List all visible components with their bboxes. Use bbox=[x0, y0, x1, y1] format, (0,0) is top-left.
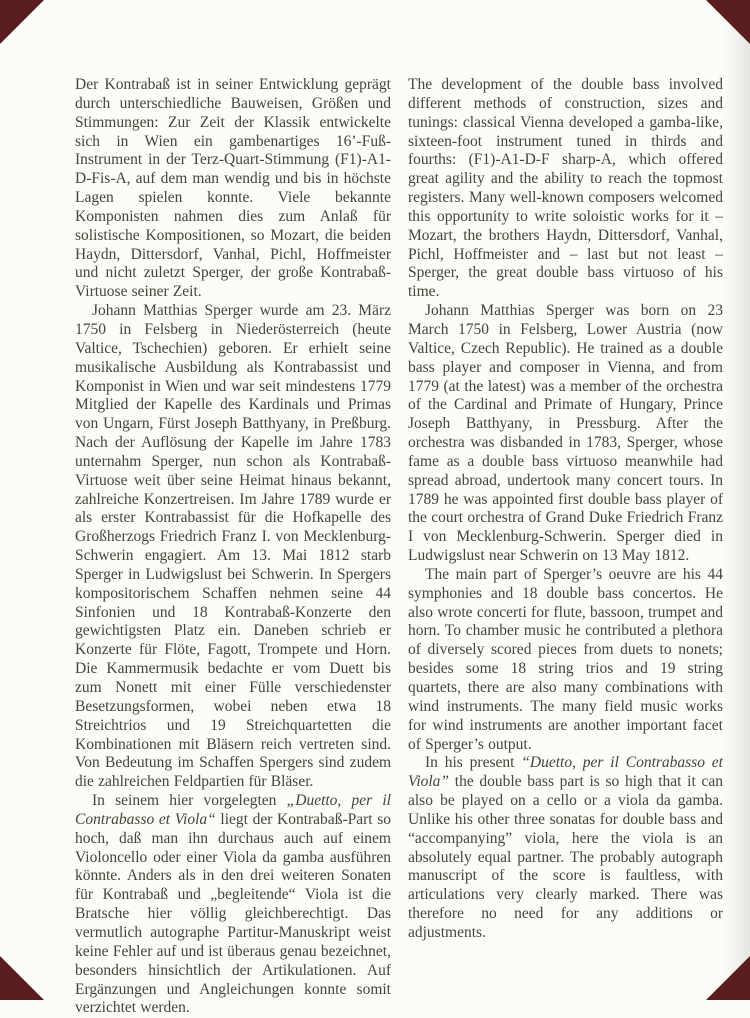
paragraph bbox=[408, 566, 723, 754]
english-text-column bbox=[408, 76, 723, 943]
german-text-column bbox=[75, 76, 391, 1018]
text-run: In his present bbox=[425, 754, 522, 772]
corner-cutout-top-right bbox=[706, 0, 750, 44]
paragraph bbox=[408, 302, 723, 566]
text-run: The main part of Sperger’s oeuvre are his 44 symphonies and 18 double bass concertos. He also wrote concerti for flute, bassoon, trumpet and horn. To chamber music he contributed a plethora of diversely scored pieces from duets to nonets; besides some 18 string trios and 19 string quartets, there are also many combinations with wind instruments. The many field music works for wind instruments are another important facet of Sperger’s output. bbox=[408, 565, 723, 753]
text-run: The development of the double bass involved different methods of construction, sizes and tunings: classical Vienna developed a gamba-like, sixteen-foot instrument tuned in thirds and fourths: (F1)-A1-D-F sharp-A, which offered great agility and the ability to reach the topmost registers. Many well-known composers welcomed this opportunity to write soloistic works for it – Mozart, the brothers Haydn, Dittersdorf, Vanhal, Pichl, Hoffmeister and – last but not least – Sperger, the great double bass virtuoso of his time. bbox=[408, 76, 723, 301]
text-run: Johann Matthias Sperger was born on 23 March 1750 in Felsberg, Lower Austria (now Valtice, Czech Republic). He trained as a double bass player and composer in Vienna, and from 1779 (at the latest) was a member of the orchestra of the Cardinal and Primate of Hungary, Prince Joseph Batthyany, in Pressburg. After the orchestra was disbanded in 1783, Sperger, whose fame as a double bass virtuoso meanwhile had spread abroad, undertook many concert tours. In 1789 he was appointed first double bass player of the court orchestra of Grand Duke Friedrich Franz I von Mecklenburg-Schwerin. Sperger died in Ludwigslust near Schwerin on 13 May 1812. bbox=[408, 302, 723, 565]
corner-cutout-top-left bbox=[0, 0, 44, 44]
corner-cutout-bottom-left bbox=[0, 956, 44, 1000]
paragraph bbox=[75, 792, 391, 1018]
work-title-italic: „Duetto, per il Contrabasso et Viola“ bbox=[75, 792, 391, 828]
paragraph bbox=[75, 302, 391, 792]
text-run: In seinem hier vorgelegten bbox=[92, 792, 287, 810]
paragraph bbox=[408, 76, 723, 302]
text-run: the double bass part is so high that it can also be played on a cello or a viola da gamba. Unlike his other three sonatas for double bass and “accompanying” viola, here the viola is an absolutely equal partner. The probably autograph manuscript of the score is faultless, with articulations very clearly marked. There was therefore no need for any additions or adjustments. bbox=[408, 773, 723, 941]
paragraph bbox=[408, 754, 723, 942]
text-run: Johann Matthias Sperger wurde am 23. März 1750 in Felsberg in Niederösterreich (heute Valtice, Tschechien) geboren. Er erhielt seine musikalische Ausbildung als Kontrabassist und Komponist in Wien und war seit mindestens 1779 Mitglied der Kapelle des Kardinals und Primas von Ungarn, Fürst Joseph Batthyany, in Preßburg. Nach der Auflösung der Kapelle im Jahre 1783 unternahm Sperger, nun schon als Kontrabaß-Virtuose weit über seine Heimat hinaus bekannt, zahlreiche Konzertreisen. Im Jahre 1789 wurde er als erster Kontrabassist für die Hofkapelle des Großherzogs Friedrich Franz I. von Mecklenburg-Schwerin engagiert. Am 13. Mai 1812 starb Sperger in Ludwigslust bei Schwerin. In Spergers kompositorischem Schaffen nehmen seine 44 Sinfonien und 18 Kontrabaß-Konzerte den gewichtigsten Platz ein. Daneben schrieb er Konzerte für Flöte, Fagott, Trompete und Horn. Die Kammermusik bedachte er vom Duett bis zum Nonett mit einer Fülle verschiedenster Besetzungsformen, wobei neben etwa 18 Streichtrios und 19 Streichquartetten die Kombinationen mit Bläsern reich vertreten sind. Von Bedeutung im Schaffen Spergers sind zudem die zahlreichen Feldpartien für Bläser. bbox=[75, 302, 391, 791]
text-run: liegt der Kontrabaß-Part so hoch, daß man ihn durchaus auch auf einem Violoncello oder einer Viola da gamba ausführen könnte. Anders als in den drei weiteren Sonaten für Kontrabaß und „begleitende“ Viola ist die Bratsche hier völlig gleichberechtigt. Das vermutlich autographe Partitur-Manuskript weist keine Fehler auf und ist überaus genau bezeichnet, besonders hinsichtlich der Artikulationen. Auf Ergänzungen und Angleichungen konnte somit verzichtet werden. bbox=[75, 810, 391, 1017]
work-title-italic: “Duetto, per il Contrabasso et Viola” bbox=[408, 754, 723, 791]
text-run: Der Kontrabaß ist in seiner Entwicklung geprägt durch unterschiedliche Bauweisen, Größen und Stimmungen: Zur Zeit der Klassik entwickelte sich in Wien ein gambenartiges 16’-Fuß-Instrument in der Terz-Quart-Stimmung (F1)-A1-D-Fis-A, auf dem man wendig und bis in höchste Lagen spielen konnte. Viele bekannte Komponisten nahmen dies zum Anlaß für solistische Kompositionen, so Mozart, die beiden Haydn, Dittersdorf, Vanhal, Pichl, Hoffmeister und nicht zuletzt Sperger, der große Kontrabaß-Virtuose seiner Zeit. bbox=[75, 76, 391, 301]
page-edge-shading bbox=[724, 0, 750, 1000]
corner-cutout-bottom-right bbox=[706, 956, 750, 1000]
paragraph bbox=[75, 76, 391, 302]
